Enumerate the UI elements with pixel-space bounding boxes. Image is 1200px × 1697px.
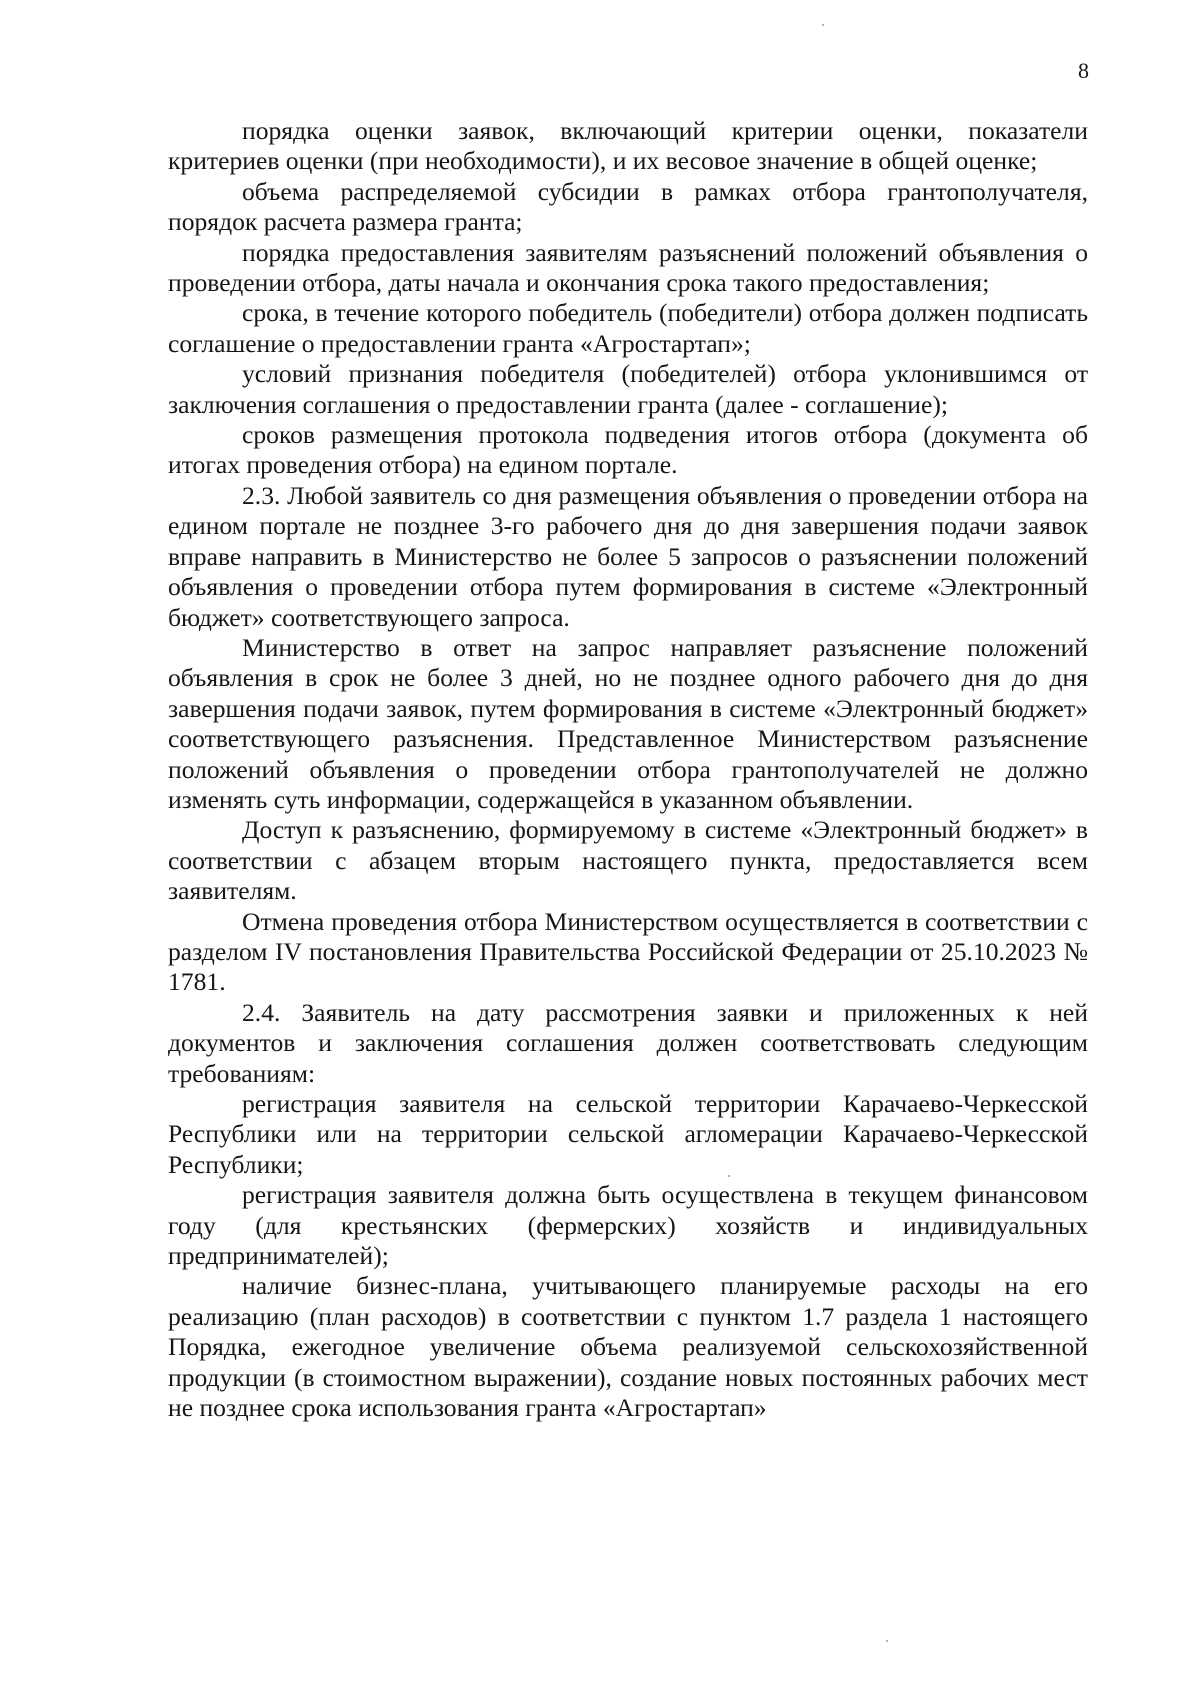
paragraph-section-2-4: 2.4. Заявитель на дату рассмотрения заявки и приложенных к ней документов и заключения соглашения должен соответствовать следующим требованиям: [168, 997, 1088, 1088]
paragraph-subsidy-volume: объема распределяемой субсидии в рамках отбора грантополучателя, порядок расчета размера гранта; [168, 176, 1088, 237]
paragraph-clarifications-procedure: порядка предоставления заявителям разъяснений положений объявления о проведении отбора, даты начала и окончания срока такого предоставления; [168, 237, 1088, 298]
paragraph-access-clarification: Доступ к разъяснению, формируемому в системе «Электронный бюджет» в соответствии с абзацем вторым настоящего пункта, предоставляется всем заявителям. [168, 815, 1088, 906]
paragraph-selection-cancellation: Отмена проведения отбора Министерством осуществляется в соответствии с разделом IV постановления Правительства Российской Федерации от 25.10.2023 № 1781. [168, 906, 1088, 997]
scan-speck [822, 24, 824, 26]
paragraph-business-plan: наличие бизнес-плана, учитывающего планируемые расходы на его реализацию (план расходов) в соответствии с пунктом 1.7 раздела 1 настоящего Порядка, ежегодное увеличение объема реализуемой сельскохозяйственной продукции (в стоимостном выражении), создание новых постоянных рабочих мест не позднее срока использования гранта «Агростартап» [168, 1271, 1088, 1423]
document-body [168, 116, 1088, 1423]
paragraph-winner-signing-term: срока, в течение которого победитель (победители) отбора должен подписать соглашение о предоставлении гранта «Агростартап»; [168, 298, 1088, 358]
paragraph-section-2-3: 2.3. Любой заявитель со дня размещения объявления о проведении отбора на едином портале не позднее 3-го рабочего дня до дня завершения подачи заявок вправе направить в Министерство не более 5 запросов о разъяснении положений объявления о проведении отбора путем формирования в системе «Электронный бюджет» соответствующего запроса. [168, 480, 1088, 632]
scan-speck [728, 1175, 730, 1177]
paragraph-evasion-conditions: условий признания победителя (победителей) отбора уклонившимся от заключения соглашения о предоставлении гранта (далее - соглашение); [168, 359, 1088, 419]
paragraph-protocol-placement: сроков размещения протокола подведения итогов отбора (документа об итогах проведения отбора) на едином портале. [168, 420, 1088, 480]
page-number: 8 [1078, 58, 1089, 83]
paragraph-registration-year: регистрация заявителя должна быть осуществлена в текущем финансовом году (для крестьянских (фермерских) хозяйств и индивидуальных предпринимателей); [168, 1180, 1088, 1271]
paragraph-ministry-response: Министерство в ответ на запрос направляет разъяснение положений объявления в срок не более 3 дней, но не позднее одного рабочего дня до дня завершения подачи заявок, путем формирования в системе «Электронный бюджет» соответствующего разъяснения. Представленное Министерством разъяснение положений объявления о проведении отбора грантополучателей не должно изменять суть информации, содержащейся в указанном объявлении. [168, 632, 1088, 814]
scan-speck [886, 1640, 888, 1642]
paragraph-evaluation-procedure: порядка оценки заявок, включающий критерии оценки, показатели критериев оценки (при необходимости), и их весовое значение в общей оценке; [168, 116, 1088, 176]
paragraph-registration-territory: регистрация заявителя на сельской территории Карачаево-Черкесской Республики или на территории сельской агломерации Карачаево-Черкесской Республики; [168, 1089, 1088, 1179]
